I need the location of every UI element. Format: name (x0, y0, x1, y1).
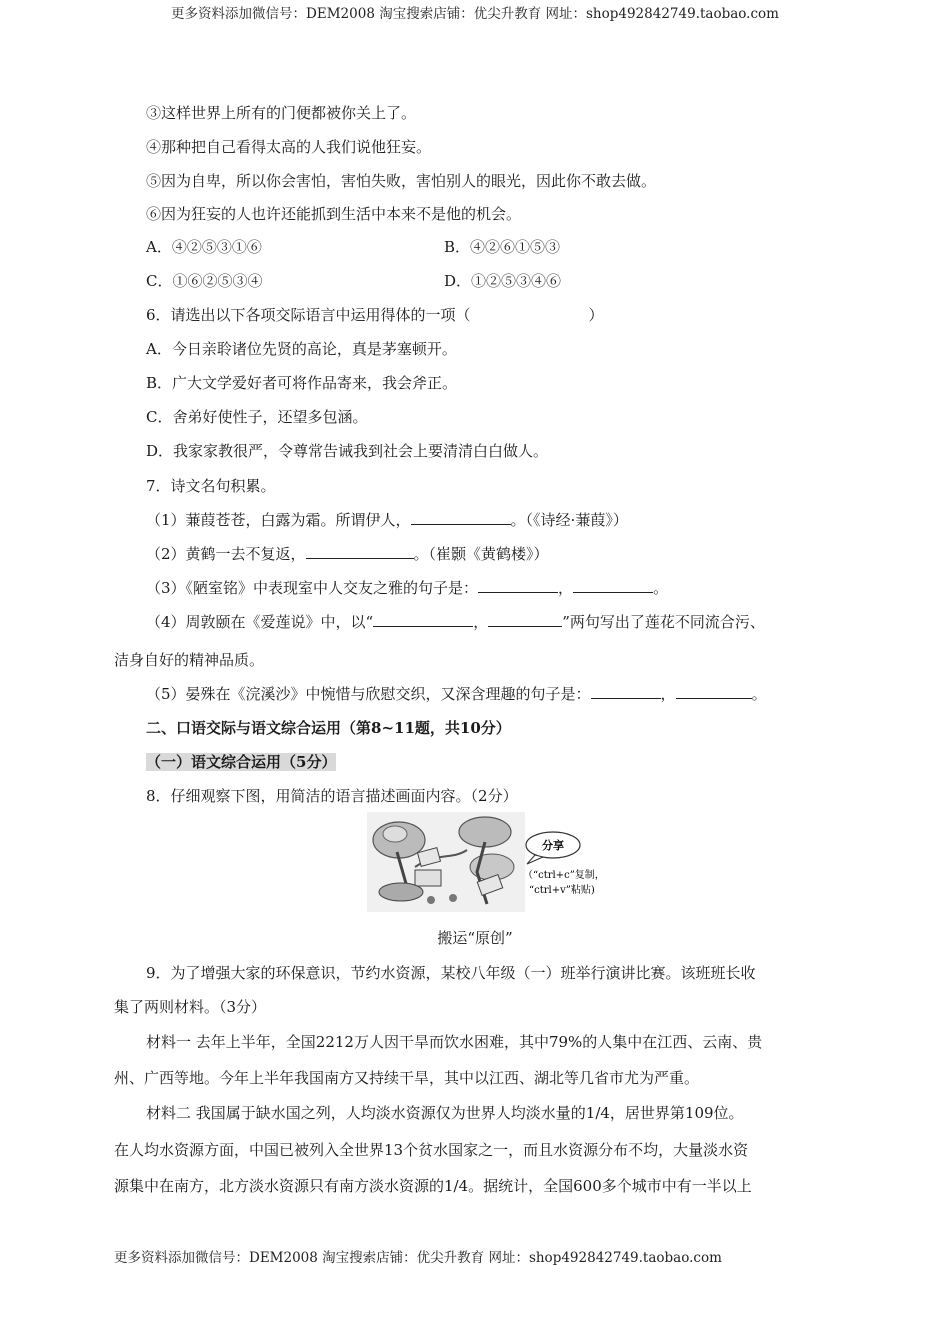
question-9-line-1: 9．为了增强大家的环保意识，节约水资源，某校八年级（一）班举行演讲比赛。该班班长收 (146, 964, 756, 982)
poem-line-3: （3）《陋室铭》中表现室中人交友之雅的句子是： ， 。 (146, 579, 669, 597)
option-b: B．④②⑥①⑤③ (444, 238, 561, 256)
subsection-title: （一）语文综合运用（5分） (146, 753, 337, 771)
illustration (367, 812, 619, 912)
note-line-2: “ctrl+v”粘贴) (529, 885, 595, 896)
page-footer: 更多资料添加微信号：DEM2008 淘宝搜索店铺：优尖升教育 网址：shop492842749.taobao.com (114, 1250, 722, 1266)
page-header: 更多资料添加微信号：DEM2008 淘宝搜索店铺：优尖升教育 网址：shop492842749.taobao.com (171, 6, 779, 22)
option-d: D．①②⑤③④⑥ (444, 272, 562, 290)
q6-option-a: A．今日亲聆诸位先贤的高论，真是茅塞顿开。 (146, 340, 457, 358)
sentence-4: ④那种把自己看得太高的人我们说他狂妄。 (146, 138, 432, 156)
fill-blank[interactable] (591, 684, 661, 699)
poem-line-4-cont: 洁身自好的精神品质。 (114, 651, 265, 669)
material-2-line-2: 在人均水资源方面，中国已被列入全世界13个贫水国家之一，而且水资源分布不均，大量淡水资 (114, 1141, 749, 1159)
note-line-1: （“ctrl+c”复制， (523, 870, 605, 881)
bubble-label: 分享 (542, 839, 564, 852)
poem-line-1: （1）蒹葭苍苍，白露为霜。所谓伊人， 。（《诗经·蒹葭》） (146, 511, 628, 529)
question-6-stem (146, 304, 604, 325)
poem-line-2: （2）黄鹤一去不复返， 。（崔颢《黄鹤楼》） (146, 545, 549, 563)
fill-blank[interactable] (411, 510, 511, 525)
option-c: C．①⑥②⑤③④ (146, 272, 263, 290)
q6-option-b: B．广大文学爱好者可将作品寄来，我会斧正。 (146, 374, 458, 392)
copy-paste-cartoon (367, 812, 619, 912)
section-2-title: 二、口语交际与语文综合运用（第8~11题，共10分） (146, 719, 511, 737)
poem-line-5: （5）晏殊在《浣溪沙》中惋惜与欣慰交织，又深含理趣的句子是： ， 。 (146, 685, 767, 703)
option-a: A．④②⑤③①⑥ (146, 238, 262, 256)
question-9-line-2: 集了两则材料。（3分） (114, 998, 267, 1016)
fill-blank[interactable] (488, 612, 562, 627)
question-6-close: ） (588, 306, 604, 324)
figure-caption: 搬运“原创” (437, 929, 513, 947)
material-2-line-1: 材料二 我国属于缺水国之列，人均淡水资源仅为世界人均淡水量的1/4，居世界第109位。 (146, 1104, 744, 1122)
q6-option-d: D．我家家教很严，令尊常告诫我到社会上要清清白白做人。 (146, 442, 549, 460)
material-1-line-1: 材料一 去年上半年，全国2212万人因干旱而饮水困难，其中79%的人集中在江西、云南、贵 (146, 1033, 763, 1051)
fill-blank[interactable] (676, 684, 752, 699)
material-2-line-3: 源集中在南方，北方淡水资源只有南方淡水资源的1/4。据统计，全国600多个城市中有一半以上 (114, 1177, 752, 1195)
question-7-stem: 7．诗文名句积累。 (146, 477, 276, 495)
tree-small-icon (470, 854, 514, 880)
fill-blank[interactable] (573, 578, 653, 593)
question-6-text: 6．请选出以下各项交际语言中运用得体的一项（ (146, 306, 471, 324)
question-8-stem: 8．仔细观察下图，用简洁的语言描述画面内容。（2分） (146, 787, 518, 805)
fill-blank[interactable] (373, 612, 473, 627)
sentence-5: ⑤因为自卑，所以你会害怕，害怕失败，害怕别人的眼光，因此你不敢去做。 (146, 172, 657, 190)
poem-line-4: （4）周敦颐在《爱莲说》中，以“ ， ”两句写出了莲花不同流合污、 (146, 613, 765, 631)
fill-blank[interactable] (478, 578, 558, 593)
basket-icon (379, 883, 423, 901)
sentence-3: ③这样世界上所有的门便都被你关上了。 (146, 104, 417, 122)
box-icon (415, 870, 441, 886)
fill-blank[interactable] (306, 544, 414, 559)
sentence-6: ⑥因为狂妄的人也许还能抓到生活中本来不是他的机会。 (146, 205, 522, 223)
material-1-line-2: 州、广西等地。今年上半年我国南方又持续干旱，其中以江西、湖北等几省市尤为严重。 (114, 1069, 700, 1087)
q6-option-c: C．舍弟好使性子，还望多包涵。 (146, 408, 368, 426)
